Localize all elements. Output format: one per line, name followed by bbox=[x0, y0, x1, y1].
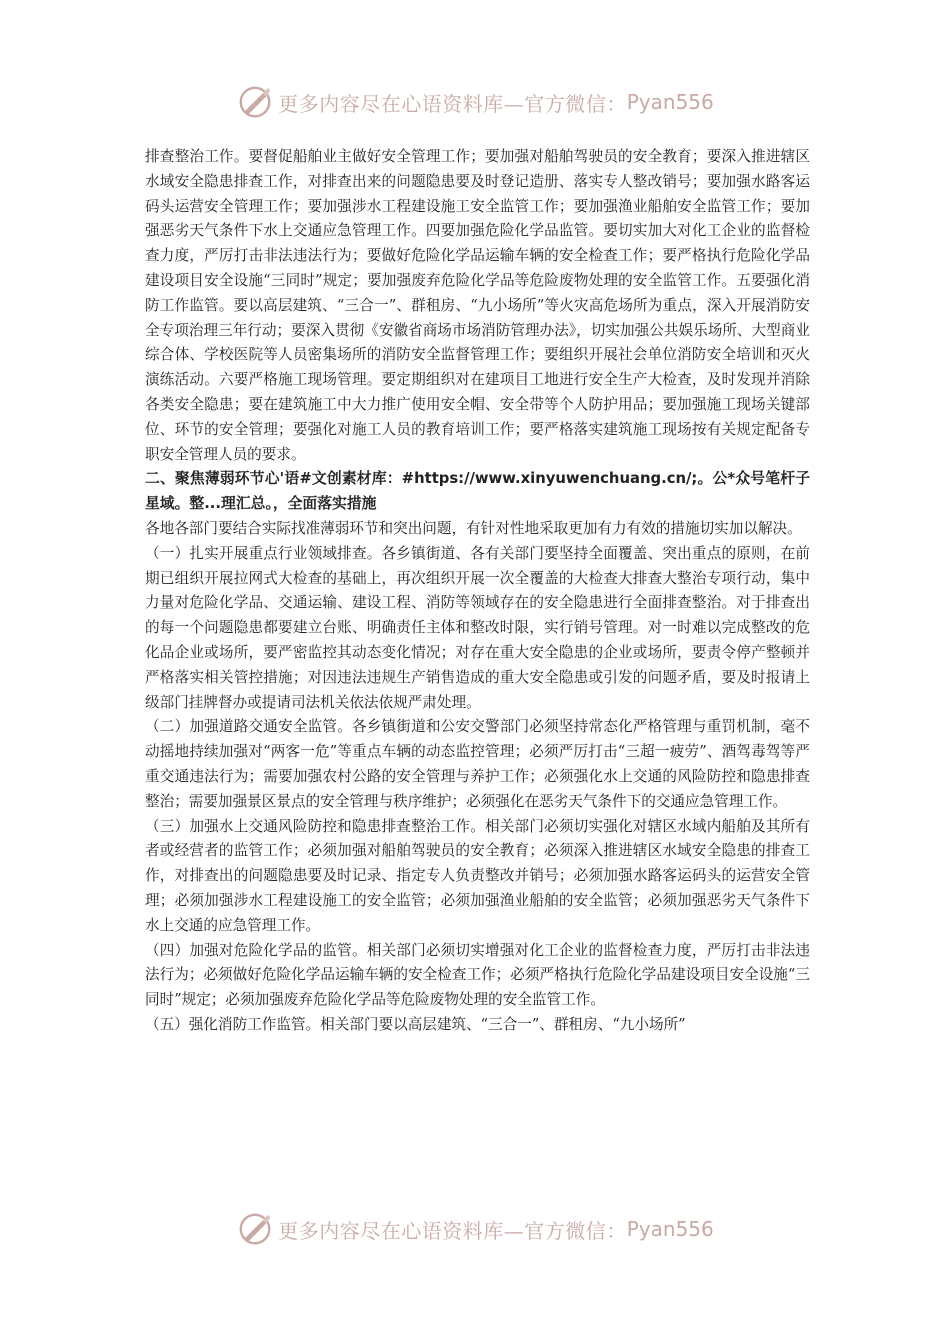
banner-text: 更多内容尽在心语资料库—官方微信： bbox=[278, 91, 627, 116]
logo-icon bbox=[236, 83, 274, 121]
paragraph: （三）加强水上交通风险防控和隐患排查整治工作。相关部门必须切实强化对辖区水域内船舶及其所有者或经营者的监管工作；必须加强对船舶驾驶员的安全教育；必须深入推进辖区水域安全隐患的排查工作，对排查出的问题隐患要及时记录、指定专人负责整改并销号；必须加强水路客运码头的运营安全管理；必须加强涉水工程建设施工的安全监管；必须加强渔业船舶的安全监管；必须加强恶劣天气条件下水上交通的应急管理工作。 bbox=[145, 817, 810, 934]
paragraph: 排查整治工作。要督促船舶业主做好安全管理工作；要加强对船舶驾驶员的安全教育；要深入推进辖区水域安全隐患排查工作，对排查出来的问题隐患要及时登记造册、落实专人整改销号；要加强水路客运码头运营安全管理工作；要加强涉水工程建设施工安全监管工作；要加强渔业船舶安全监管工作；要加强恶劣天气条件下水上交通应急管理工作。四要加强危险化学品监管。要切实加大对化工企业的监督检查力度，严厉打击非法违法行为；要做好危险化学品运输车辆的安全检查工作；要严格执行危险化学品建设项目安全设施“三同时”规定；要加强废弃危险化学品等危险废物处理的安全监管工作。五要强化消防工作监管。要以高层建筑、“三合一”、群租房、“九小场所”等火灾高危场所为重点，深入开展消防安全专项治理三年行动；要深入贯彻《安徽省商场市场消防管理办法》，切实加强公共娱乐场所、大型商业综合体、学校医院等人员密集场所的消防安全监督管理工作；要组织开展社会单位消防安全培训和灭火演练活动。六要严格施工现场管理。要定期组织对在建项目工地进行安全生产大检查，及时发现并消除各类安全隐患；要在建筑施工中大力推广使用安全帽、安全带等个人防护用品；要加强施工现场关键部位、环节的安全管理；要强化对施工人员的教育培训工作；要严格落实建筑施工现场按有关规定配备专职安全管理人员的要求。 bbox=[145, 148, 810, 463]
paragraph: （五）强化消防工作监管。相关部门要以高层建筑、“三合一”、群租房、“九小场所” bbox=[145, 1015, 686, 1033]
document-body bbox=[145, 145, 810, 1038]
banner-id: Pyan556 bbox=[626, 1217, 714, 1241]
paragraph: （一）扎实开展重点行业领域排查。各乡镇街道、各有关部门要坚持全面覆盖、突出重点的原则，在前期已组织开展拉网式大检查的基础上，再次组织开展一次全覆盖的大检查大排查大整治专项行动，集中力量对危险化学品、交通运输、建设工程、消防等领域存在的安全隐患进行全面排查整治。对于排查出的每一个问题隐患都要建立台账、明确责任主体和整改时限，实行销号管理。对一时难以完成整改的危化品企业或场所，要严密监控其动态变化情况；对存在重大安全隐患的企业或场所，要责令停产整顿并严格落实相关管控措施；对因违法违规生产销售造成的重大安全隐患或引发的问题矛盾，要及时报请上级部门挂牌督办或提请司法机关依法依规严肃处理。 bbox=[145, 544, 810, 711]
banner-text: 更多内容尽在心语资料库—官方微信： bbox=[278, 1218, 627, 1243]
logo-icon bbox=[236, 1210, 274, 1248]
header-banner bbox=[0, 80, 950, 124]
paragraph: （四）加强对危险化学品的监管。相关部门必须切实增强对化工企业的监督检查力度，严厉打击非法违法行为；必须做好危险化学品运输车辆的安全检查工作；必须严格执行危险化学品建设项目安全设施“三同时”规定；必须加强废弃危险化学品等危险废物处理的安全监管工作。 bbox=[145, 941, 810, 1009]
paragraph: （二）加强道路交通安全监管。各乡镇街道和公安交警部门必须坚持常态化严格管理与重罚机制，毫不动摇地持续加强对“两客一危”等重点车辆的动态监控管理；必须严厉打击“三超一疲劳”、酒驾毒驾等严重交通违法行为；需要加强农村公路的安全管理与养护工作；必须强化水上交通的风险防控和隐患排查整治；需要加强景区景点的安全管理与秩序维护；必须强化在恶劣天气条件下的交通应急管理工作。 bbox=[145, 718, 810, 810]
banner-id: Pyan556 bbox=[626, 90, 714, 114]
footer-banner bbox=[0, 1207, 950, 1251]
paragraph: 各地各部门要结合实际找准薄弱环节和突出问题，有针对性地采取更加有力有效的措施切实加以解决。 bbox=[145, 519, 802, 537]
section-heading: 二、聚焦薄弱环节心'语#文创素材库：#https://www.xinyuwenchuang.cn/;。公*众号笔杆子星域。整...理汇总。，全面落实措施 bbox=[145, 470, 810, 513]
